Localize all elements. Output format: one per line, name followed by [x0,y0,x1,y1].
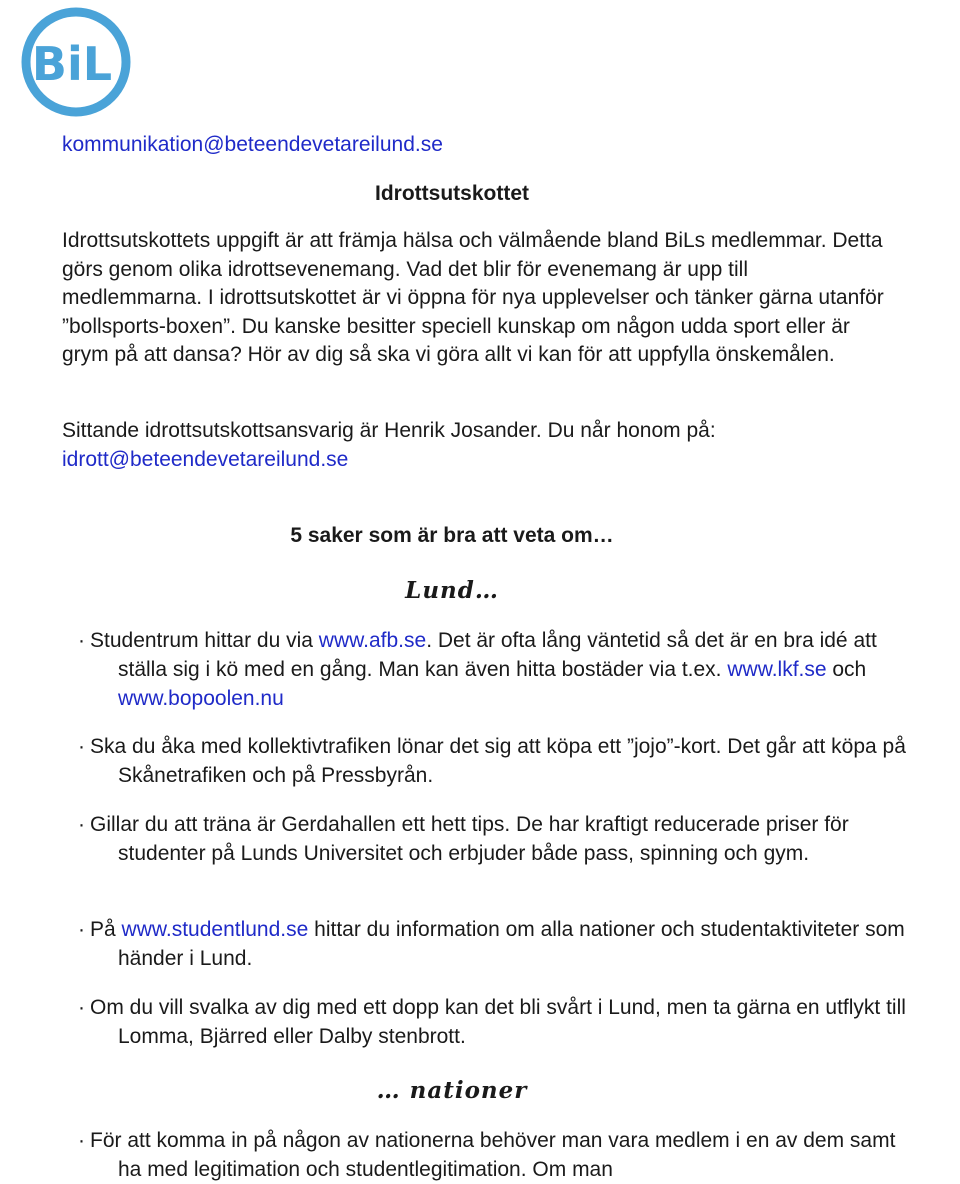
contact-text: Sittande idrottsutskottsansvarig är Henrik Josander. Du når honom på: [62,419,716,442]
idrottsutskottet-contact [62,417,892,474]
subheading-nationer: … nationer [376,1077,528,1104]
lkf-link[interactable]: www.lkf.se [727,658,827,681]
bullet-dot: · [78,918,85,941]
idrott-email-link[interactable]: idrott@beteendevetareilund.se [62,447,349,471]
bopoolen-link[interactable]: www.bopoolen.nu [118,687,284,710]
list-item: · Om du vill svalka av dig med ett dopp kan det bli svårt i Lund, men ta gärna en utflykt till Lomma, Bjärred eller Dalby stenbrott. [78,993,918,1051]
contact-email-link[interactable]: kommunikation@beteendevetareilund.se [62,133,443,156]
subheading-lund: Lund… [405,577,499,604]
afb-link[interactable]: www.afb.se [318,629,427,652]
studentlund-link[interactable]: www.studentlund.se [121,918,309,941]
logo-text: BiL [31,37,113,91]
bullet-dot: · [78,1129,85,1152]
list-item: · Studentrum hittar du via www.afb.se. Det är ofta lång väntetid så det är en bra idé att ställa sig i kö med en gång. Man kan även hitta bostäder via t.ex. www.lkf.se och www.bopoolen.nu [78,626,918,713]
idrottsutskottet-description: Idrottsutskottets uppgift är att främja hälsa och välmående bland BiLs medlemmar. Detta görs genom olika idrottsevenemang. Vad det blir för evenemang är upp till medlemmarna. I idrottsutskottet är vi öppna för nya upplevelser och tänker gärna utanför ”bollsports-boxen”. Du kanske besitter speciell kunskap om någon udda sport eller är grym på att dansa? Hör av dig så ska vi göra allt vi kan för att uppfylla önskemålen. [62,229,884,367]
list-item: · För att komma in på någon av nationerna behöver man vara medlem i en av dem samt ha med legitimation och studentlegitimation. Om man [78,1126,918,1184]
bullet-dot: · [78,735,85,758]
bullet-dot: · [78,629,85,652]
list-item: · Gillar du att träna är Gerdahallen ett hett tips. De har kraftigt reducerade priser för studenter på Lunds Universitet och erbjuder både pass, spinning och gym. [78,810,918,868]
section-heading-5-saker: 5 saker som är bra att veta om… [290,524,614,547]
bullet-dot: · [78,813,85,836]
section-heading-idrottsutskottet: Idrottsutskottet [375,182,529,205]
list-item: · Ska du åka med kollektivtrafiken lönar det sig att köpa ett ”jojo”-kort. Det går att köpa på Skånetrafiken och på Pressbyrån. [78,732,918,790]
list-item: · På www.studentlund.se hittar du information om alla nationer och studentaktiviteter som händer i Lund. [78,915,918,973]
bullet-dot: · [78,996,85,1019]
bil-logo [8,4,140,120]
